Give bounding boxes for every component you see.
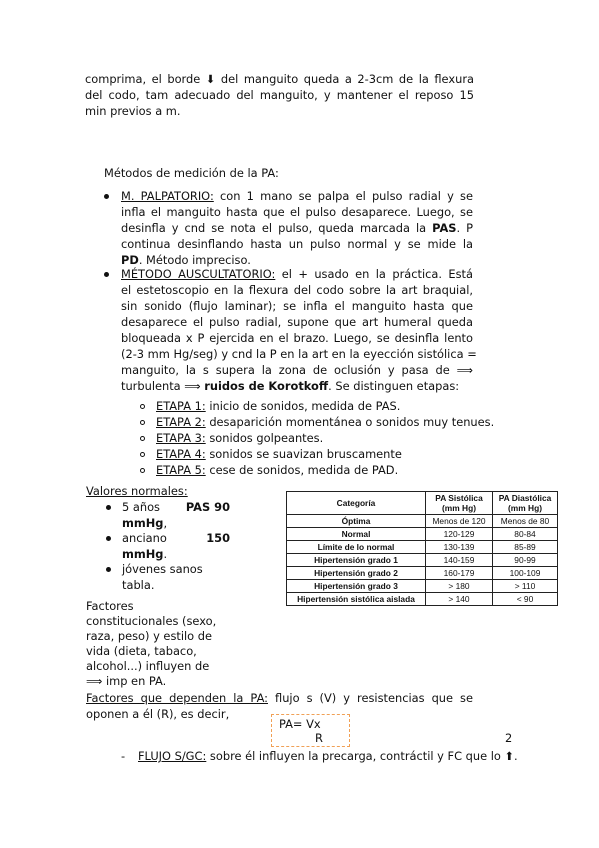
table-row	[287, 580, 558, 593]
etapa-label: ETAPA 1:	[156, 399, 206, 413]
palpatorio-text: . P	[456, 221, 473, 235]
col-header: PA Sistólica (mm Hg)	[426, 492, 493, 515]
ausc-text: el + usado en la práctica. Está	[275, 267, 473, 281]
valores-item-2	[122, 530, 230, 546]
ausc-text: turbulenta ⟹	[121, 379, 205, 393]
factores-const-1: Factores	[86, 599, 134, 613]
table-cell: 160-179	[426, 567, 493, 580]
table-row	[287, 567, 558, 580]
intro-line-2: del codo, tam adecuado del manguito, y mantener el reposo 15	[85, 88, 474, 102]
etapa-label: ETAPA 3:	[156, 431, 206, 445]
palpatorio-text: con 1 mano se palpa el pulso radial y se	[213, 189, 473, 203]
ausc-line-8	[121, 378, 459, 394]
valores-item-1b	[122, 515, 167, 531]
table-cell: < 90	[493, 593, 558, 606]
etapa-item	[156, 414, 494, 430]
palpatorio-text: . Método impreciso.	[138, 253, 251, 267]
bullet-icon	[106, 505, 111, 510]
valores-item-1	[122, 499, 230, 515]
table-cell: Normal	[287, 528, 426, 541]
etapa-item	[156, 462, 398, 478]
table-cell: Hipertensión sistólica aislada	[287, 593, 426, 606]
ausc-line-7: manguito, la s supera la zona de oclusión y pasa de ⟹	[121, 363, 473, 377]
ausc-line-2: el estetoscopio en la flexura del codo sobre la art braquial,	[121, 283, 473, 297]
ausc-text: . Se distinguen etapas:	[328, 379, 460, 393]
palpatorio-line-4: continua desinflando hasta un pulso normal y se mide la	[121, 237, 473, 251]
palpatorio-line-2: infla el manguito hasta que el pulso desaparece. Luego, se	[121, 205, 473, 219]
palpatorio-text: desinfla y cnd se nota el pulso, queda marcada la	[121, 221, 427, 235]
valores-text: ,	[163, 516, 168, 530]
table-cell: Hipertensión grado 2	[287, 567, 426, 580]
factores-line-2: oponen a él (R), es decir,	[86, 707, 230, 721]
table-cell: Menos de 120	[426, 515, 493, 528]
ausc-line-4: desaparece el pulso radial, supone que art humeral queda	[121, 315, 473, 329]
table-cell: > 110	[493, 580, 558, 593]
etapa-item	[156, 446, 402, 462]
valores-item-3: jóvenes sanos	[122, 562, 203, 576]
palpatorio-title: M. PALPATORIO:	[121, 189, 214, 203]
valores-heading: Valores normales:	[86, 484, 188, 498]
circle-bullet-icon	[140, 420, 145, 425]
circle-bullet-icon	[140, 468, 145, 473]
pas-value: 150	[206, 531, 230, 545]
etapa-text: cese de sonidos, medida de PAD.	[205, 463, 399, 477]
table-row	[287, 541, 558, 554]
pas-value: PAS 90	[185, 500, 230, 514]
ausc-title: MÉTODO AUSCULTATORIO:	[121, 267, 276, 281]
etapa-text: desaparición momentánea o sonidos muy tenues.	[205, 415, 495, 429]
table-cell: Límite de lo normal	[287, 541, 426, 554]
etapa-text: sonidos se suavizan bruscamente	[205, 447, 402, 461]
pa-classification-table	[286, 491, 558, 606]
table-row	[287, 554, 558, 567]
ausc-line-1	[121, 266, 473, 282]
etapa-text: inicio de sonidos, medida de PAS.	[205, 399, 401, 413]
table-row	[287, 593, 558, 606]
bullet-icon	[104, 194, 109, 199]
table-cell: Hipertensión grado 1	[287, 554, 426, 567]
etapa-label: ETAPA 4:	[156, 447, 206, 461]
factores-line-1	[86, 690, 473, 706]
factores-const-4: vida (dieta, tabaco,	[86, 644, 197, 658]
intro-line-3: min previos a m.	[85, 104, 181, 118]
circle-bullet-icon	[140, 404, 145, 409]
unit: mmHg	[122, 547, 164, 561]
flujo-label: FLUJO S/GC:	[138, 749, 207, 763]
palpatorio-line-3	[121, 220, 473, 236]
palpatorio-line-1	[121, 188, 473, 204]
ausc-line-3: sin sonido (flujo laminar); se infla el manguito hasta que	[121, 299, 473, 313]
table-cell: > 140	[426, 593, 493, 606]
etapa-text: sonidos golpeantes.	[205, 431, 324, 445]
valores-item-3b: tabla.	[122, 578, 155, 592]
etapa-label: ETAPA 5:	[156, 463, 206, 477]
col-header: PA Diastólica (mm Hg)	[493, 492, 558, 515]
table-cell: Menos de 80	[493, 515, 558, 528]
bullet-icon	[106, 567, 111, 572]
table-cell: 90-99	[493, 554, 558, 567]
korotkoff-term: ruidos de Korotkoff	[204, 379, 329, 393]
table-cell: > 180	[426, 580, 493, 593]
table-cell: 100-109	[493, 567, 558, 580]
factores-const-5: alcohol...) influyen de	[86, 659, 210, 673]
dash-bullet-icon: -	[121, 749, 126, 763]
page-number: 2	[505, 731, 513, 745]
circle-bullet-icon	[140, 436, 145, 441]
table-cell: Hipertensión grado 3	[287, 580, 426, 593]
table-cell: 140-159	[426, 554, 493, 567]
pd-term: PD	[121, 253, 139, 267]
flujo-text: sobre él influyen la precarga, contráctil y FC que lo ⬆.	[206, 749, 518, 763]
col-header: Categoría	[287, 492, 426, 515]
table-header-row	[287, 492, 558, 515]
etapa-item	[156, 430, 323, 446]
pas-term: PAS	[432, 221, 457, 235]
flujo-line	[138, 748, 518, 764]
factores-const-2: constitucionales (sexo,	[86, 614, 217, 628]
metodos-heading: Métodos de medición de la PA:	[104, 166, 279, 180]
factores-const-3: raza, peso) y estilo de	[86, 629, 212, 643]
etapa-label: ETAPA 2:	[156, 415, 206, 429]
table-cell: 80-84	[493, 528, 558, 541]
table-cell: 120-129	[426, 528, 493, 541]
formula-bottom: R	[315, 731, 323, 745]
etapa-item	[156, 398, 400, 414]
ausc-line-5: bloqueada x P ejercida en el brazo. Luego, se desinfla lento	[121, 331, 473, 345]
table-row	[287, 515, 558, 528]
circle-bullet-icon	[140, 452, 145, 457]
valores-text: .	[163, 547, 168, 561]
factores-text: flujo s (V) y resistencias que se	[268, 691, 473, 705]
intro-line-1: comprima, el borde ⬇ del manguito queda a 2-3cm de la flexura	[85, 72, 474, 86]
valores-text: anciano	[122, 531, 167, 545]
factores-title: Factores que dependen la PA:	[86, 691, 268, 705]
ausc-line-6: (2-3 mm Hg/seg) y cnd la P en la art en la eyección sistólica =	[121, 347, 477, 361]
factores-const-6: ⟹ imp en PA.	[86, 674, 167, 688]
table-cell: 85-89	[493, 541, 558, 554]
valores-item-2b	[122, 546, 167, 562]
valores-text: 5 años	[122, 500, 160, 514]
table-row	[287, 528, 558, 541]
bullet-icon	[106, 536, 111, 541]
unit: mmHg	[122, 516, 164, 530]
table-cell: Óptima	[287, 515, 426, 528]
bullet-icon	[104, 272, 109, 277]
formula-top: PA= Vx	[279, 717, 321, 731]
table-cell: 130-139	[426, 541, 493, 554]
